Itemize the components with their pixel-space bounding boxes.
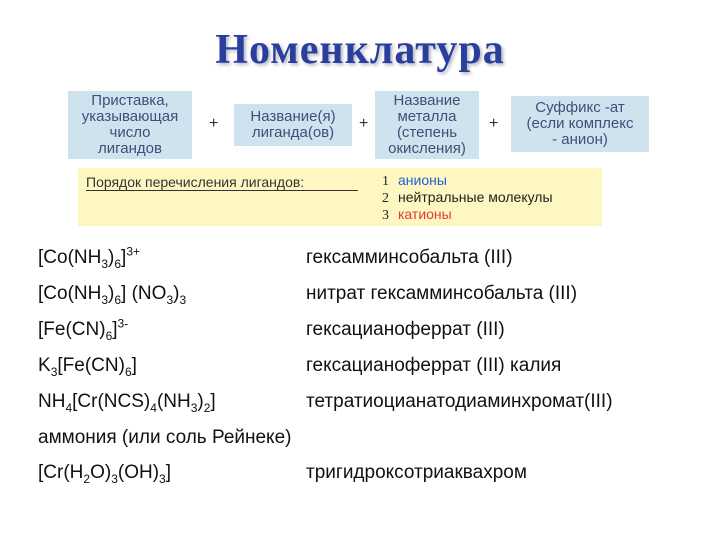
order-number: 2 [382,191,389,206]
formula-part: [Fe(CN) [38,319,106,340]
formula-part: [Co(NH [38,247,102,268]
metal-name-line: Название [393,92,461,109]
subscript: 3 [179,292,187,307]
superscript: 3+ [126,244,141,259]
suffix-line: (если комплекс [526,115,634,132]
subscript: 3 [166,292,174,307]
prefix-box [68,91,192,159]
metal-name-line: окисления) [388,140,466,157]
suffix-box [511,96,649,152]
ligand-name-box [234,104,352,146]
compound-name: тригидроксотриаквахром [306,462,527,483]
compound-name: гексамминсобальта (III) [306,247,513,268]
formula-part: (NH [156,391,191,412]
order-number: 1 [382,174,389,189]
metal-name-box [375,91,479,159]
formula-part: [Co(NH [38,283,102,304]
subscript: 3 [101,292,109,307]
prefix-line: число [109,124,151,141]
formula-part: ] [165,462,171,483]
subscript: 3 [50,364,58,379]
subscript: 4 [150,400,157,415]
formula [38,355,137,377]
formula [38,283,186,305]
formula-part: ] [112,319,118,340]
formula-part: ] (NO [121,283,167,304]
formula-part: ] [121,247,127,268]
suffix-line: Суффикс -ат [535,99,625,116]
subscript: 6 [105,328,113,343]
ligand-order-item [382,207,452,223]
compound-name: гексацианоферрат (III) [306,319,505,340]
plus-sign: + [209,115,219,132]
ligand-name-line: лиганда(ов) [251,124,335,141]
prefix-line: Приставка, [91,92,169,109]
formula [38,316,129,343]
prefix-line: указывающая [81,108,179,125]
plus-sign: + [359,115,369,132]
page-title: Номенклатура [215,27,505,73]
formula [38,244,141,271]
metal-name-line: металла [397,108,457,125]
order-number: 3 [382,208,389,223]
ligand-order-label: Порядок перечисления лигандов: [86,174,358,191]
suffix-line: - анион) [552,131,608,148]
superscript: 3- [117,316,129,331]
formula-part: ) [197,391,204,412]
compound-name: нитрат гексамминсобальта (III) [306,283,578,304]
formula-part: ) [108,247,115,268]
order-text: анионы [398,172,447,188]
subscript: 3 [159,471,166,486]
ligand-order-item [382,190,553,206]
prefix-line: лигандов [98,140,162,157]
subscript: 6 [114,256,122,271]
subscript: 4 [65,400,73,415]
formula [38,391,216,413]
subscript: 2 [83,471,91,486]
subscript: 2 [203,400,211,415]
formula-part: [Fe(CN) [57,355,125,376]
formula-part: O) [90,462,112,483]
formula-part: [Cr(NCS) [72,391,151,412]
formula [38,462,171,484]
ligand-order-item [382,173,447,189]
formula-part: (OH) [117,462,160,483]
ligand-name-line: Название(я) [250,108,336,125]
formula-part: ) [173,283,180,304]
compound-name: тетратиоцианатодиаминхромат(III) [306,391,613,412]
formula-part: ) [108,283,115,304]
formula-part: K [38,355,51,376]
formula-part: [Cr(H [38,462,84,483]
order-text: катионы [398,206,452,222]
subscript: 6 [114,292,122,307]
compound-name: гексацианоферрат (III) калия [306,355,562,376]
subscript: 3 [101,256,109,271]
subscript: 6 [124,364,132,379]
ligand-order-panel [78,168,602,226]
metal-name-line: (степень [396,124,458,141]
plus-sign: + [489,115,499,132]
subscript: 3 [111,471,118,486]
formula-part: NH [38,391,66,412]
order-text: нейтральные молекулы [398,189,553,205]
formula-part: ] [131,355,137,376]
formula-continuation: аммония (или соль Рейнеке) [38,427,292,448]
subscript: 3 [190,400,198,415]
formula-part: ] [210,391,216,412]
